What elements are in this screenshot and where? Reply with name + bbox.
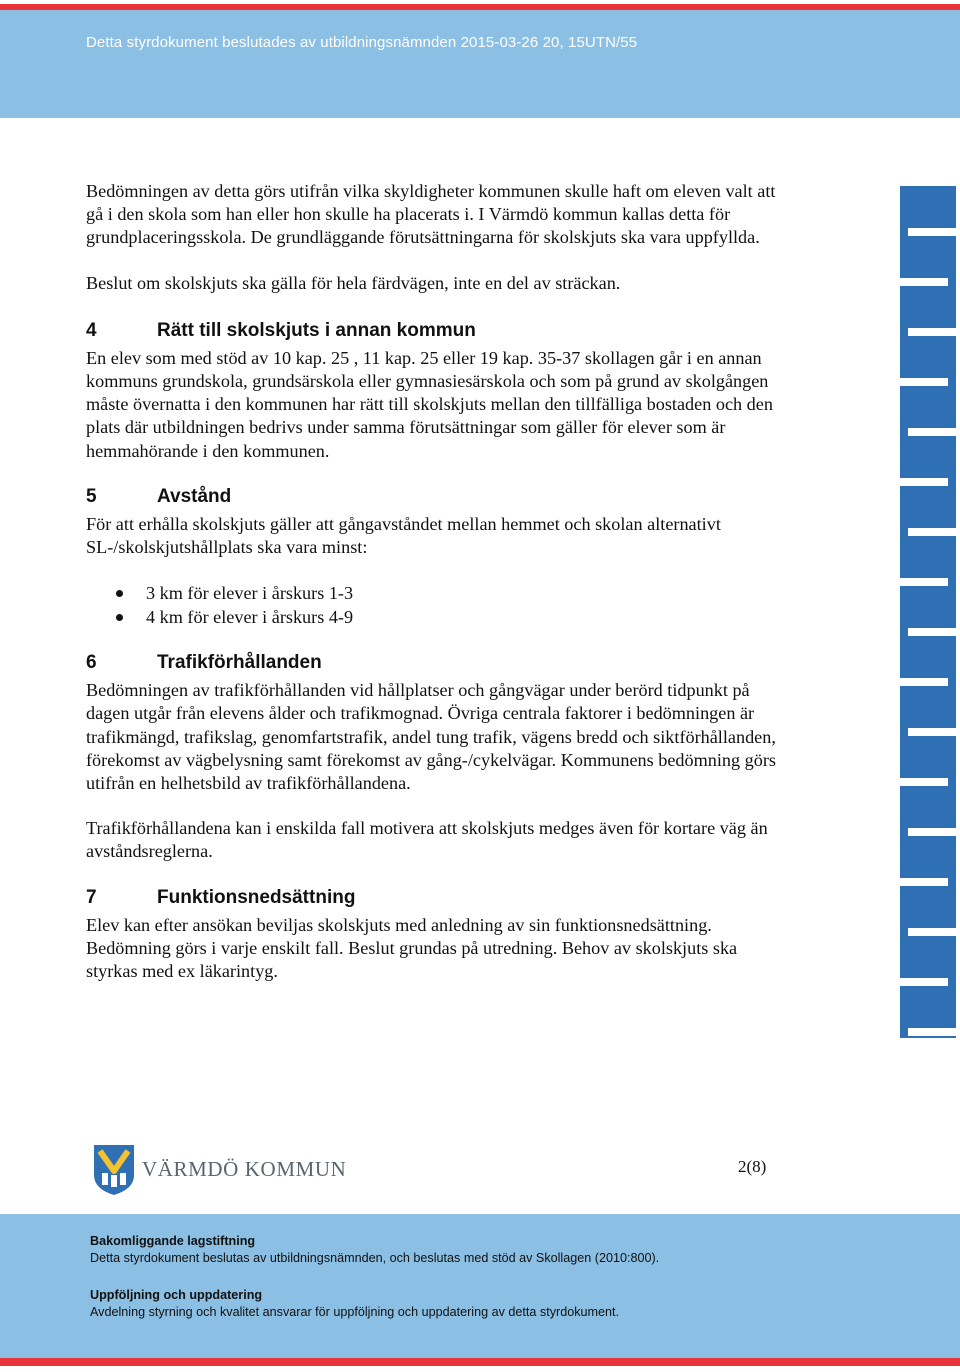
section-title: Funktionsnedsättning (157, 886, 356, 908)
pattern-notch (948, 478, 956, 486)
footer-followup-block (90, 1288, 619, 1319)
coat-of-arms-icon (94, 1145, 134, 1195)
section-7-paragraph: Elev kan efter ansökan beviljas skolskjuts med anledning av sin funktionsnedsättning. Bedömning görs i varje enskilt fall. Beslut grundas på utredning. Behov av skolskjuts ska styrkas med ex läkarintyg. (86, 914, 738, 982)
decorative-side-pattern (900, 186, 956, 1038)
pattern-tile (900, 386, 956, 428)
pattern-notch (900, 228, 908, 236)
pattern-tile (900, 686, 956, 728)
pattern-tile (900, 586, 956, 628)
pattern-notch (900, 528, 908, 536)
header-decision-text: Detta styrdokument beslutades av utbildningsnämnden 2015-03-26 20, 15UTN/55 (86, 34, 638, 51)
pattern-notch (900, 428, 908, 436)
footer-followup-title: Uppföljning och uppdatering (90, 1288, 263, 1302)
distance-list (86, 581, 786, 629)
section-title: Rätt till skolskjuts i annan kommun (157, 319, 476, 341)
footer-law-block (90, 1234, 659, 1265)
pattern-notch (948, 778, 956, 786)
section-number: 6 (86, 652, 97, 674)
pattern-tile (900, 186, 956, 228)
document-body (86, 180, 786, 983)
pattern-tile (900, 786, 956, 828)
section-5-paragraph: För att erhålla skolskjuts gäller att gångavståndet mellan hemmet och skolan alternativt SL-/skolskjutshållplats ska vara minst: (86, 513, 721, 558)
pattern-tile (900, 636, 956, 678)
footer-law-text: Detta styrdokument beslutas av utbildningsnämnden, och beslutas med stöd av Skollagen (2010:800). (90, 1251, 660, 1265)
pattern-tile (900, 236, 956, 278)
pattern-tile (900, 336, 956, 378)
page-number: 2(8) (738, 1157, 767, 1176)
section-title: Avstånd (157, 485, 232, 507)
pattern-notch (900, 928, 908, 936)
pattern-notch (900, 728, 908, 736)
pattern-tile (900, 286, 956, 328)
section-number: 5 (86, 485, 97, 507)
list-item: 4 km för elever i årskurs 4-9 (86, 605, 786, 629)
pattern-tile (900, 936, 956, 978)
varmdo-kommun-logo (94, 1145, 354, 1195)
pattern-tile (900, 986, 956, 1028)
pattern-notch (948, 678, 956, 686)
pattern-notch (900, 1028, 908, 1036)
footer-band (0, 1214, 960, 1358)
bullet-icon (116, 590, 123, 597)
intro-paragraph-1: Bedömningen av detta görs utifrån vilka skyldigheter kommunen skulle haft om eleven valt att gå i den skola som han eller hon skulle ha placerats i. I Värmdö kommun kallas detta för grundplaceringsskola. De grundläggande förutsättningarna för skolskjuts ska vara uppfyllda. (86, 181, 776, 248)
pattern-tile (900, 886, 956, 928)
logo-wordmark: VÄRMDÖ KOMMUN (142, 1157, 347, 1181)
list-item: 3 km för elever i årskurs 1-3 (86, 581, 786, 605)
pattern-notch (900, 328, 908, 336)
section-heading-4 (86, 319, 786, 343)
pattern-notch (900, 628, 908, 636)
pattern-tile (900, 1036, 956, 1038)
pattern-tile (900, 486, 956, 528)
section-heading-6 (86, 651, 786, 675)
pattern-notch (948, 978, 956, 986)
footer-law-title: Bakomliggande lagstiftning (90, 1234, 256, 1248)
pattern-notch (948, 278, 956, 286)
pattern-notch (948, 878, 956, 886)
pattern-notch (948, 578, 956, 586)
intro-paragraph-2: Beslut om skolskjuts ska gälla för hela färdvägen, inte en del av sträckan. (86, 272, 621, 293)
pattern-tile (900, 736, 956, 778)
pattern-notch (948, 378, 956, 386)
bottom-accent-stripe (0, 1358, 960, 1366)
pattern-notch (900, 828, 908, 836)
section-number: 7 (86, 886, 97, 908)
section-heading-7 (86, 886, 786, 910)
section-6-paragraph-1: Bedömningen av trafikförhållanden vid hållplatser och gångvägar under berörd tidpunkt på dagen utgår från elevens ålder och trafikmognad. Övriga centrala faktorer i bedömningen är trafikmängd, trafikslag, genomfartstrafik, andel tung trafik, vägens bredd och siktförhållanden, förekomst av vägbelysning samt förekomst av gång-/cykelvägar. Kommunens bedömning görs utifrån en helhetsbild av trafikförhållandena. (86, 680, 776, 794)
section-title: Trafikförhållanden (157, 652, 322, 674)
bullet-icon (116, 614, 123, 621)
pattern-tile (900, 536, 956, 578)
footer-followup-text: Avdelning styrning och kvalitet ansvarar för uppföljning och uppdatering av detta styrdokument. (90, 1305, 620, 1319)
header-band (0, 10, 960, 118)
pattern-tile (900, 836, 956, 878)
section-6-paragraph-2: Trafikförhållandena kan i enskilda fall motivera att skolskjuts medges även för kortare väg än avståndsreglerna. (86, 818, 768, 862)
section-heading-5 (86, 485, 786, 509)
pattern-tile (900, 436, 956, 478)
section-4-paragraph: En elev som med stöd av 10 kap. 25 , 11 kap. 25 eller 19 kap. 35-37 skollagen går i en annan kommuns grundskola, grundsärskola eller gymnasiesärskola och som på grund av skolgången måste övernatta i den kommunen har rätt till skolskjuts mellan den tillfälliga bostaden och den plats där utbildningen bedrivs under samma förutsättningar som gäller för elever som är hemmahörande i den kommunen. (86, 347, 773, 461)
section-number: 4 (86, 319, 97, 341)
